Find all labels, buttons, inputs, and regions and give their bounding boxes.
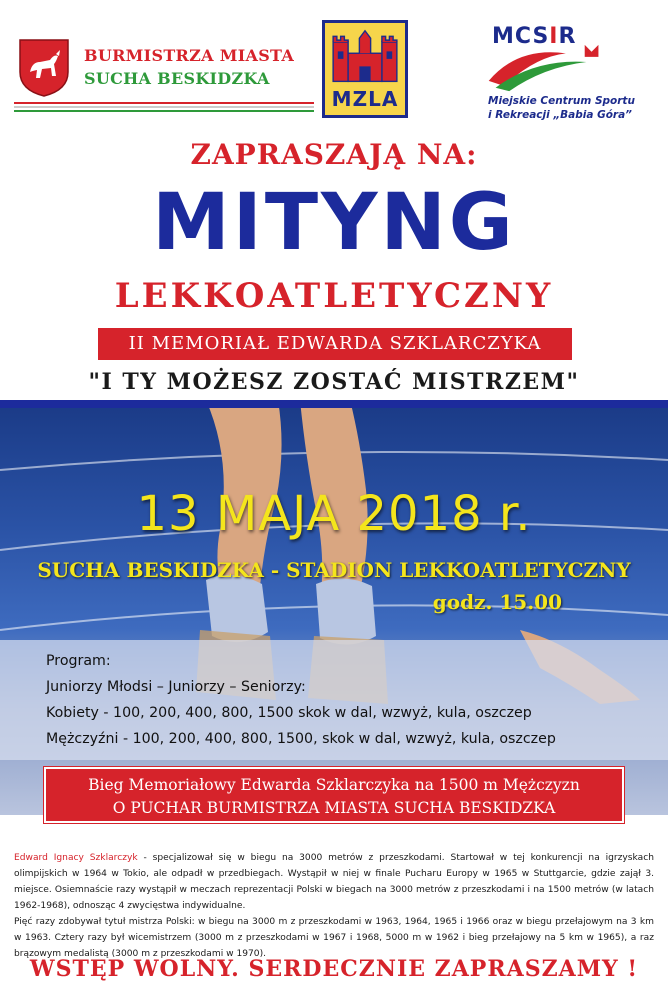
program-categories: Juniorzy Młodsi – Juniorzy – Seniorzy: xyxy=(46,679,306,695)
event-title: MITYNG xyxy=(152,178,516,268)
castle-icon xyxy=(327,27,403,87)
event-date: 13 MAJA 2018 r. xyxy=(136,486,532,542)
event-motto: "I TY MOŻESZ ZOSTAĆ MISTRZEM" xyxy=(88,369,580,395)
memorial-race-line2: O PUCHAR BURMISTRZA MIASTA SUCHA BESKIDZKA xyxy=(112,799,556,817)
footer-message: WSTĘP WOLNY. SERDECZNIE ZAPRASZAMY ! xyxy=(29,956,639,982)
memorial-race-line1: Bieg Memoriałowy Edwarda Szklarczyka na 1500 m Mężczyzn xyxy=(88,776,580,794)
biography-paragraph-1 xyxy=(14,850,654,914)
mayor-org-line2: SUCHA BESKIDZKA xyxy=(84,69,270,88)
mcsir-logo xyxy=(470,18,660,138)
program-men: Mężczyźni - 100, 200, 400, 800, 1500, skok w dal, wzwyż, kula, oszczep xyxy=(46,731,556,747)
mcsir-brand-i: I xyxy=(549,24,559,49)
mzla-logo xyxy=(322,20,408,118)
program-list xyxy=(46,648,556,752)
mayor-org-line1: BURMISTRZA MIASTA xyxy=(84,46,295,65)
biography xyxy=(14,850,654,962)
biography-text-1: - specjalizował się w biegu na 3000 metrów z przeszkodami. Startował w tej konkurencji na igrzyskach olimpijskich w 1964 w Tokio, ale odpadł w przedbiegach. Wystąpił w niej w finale Pucharu Europy w 1965 w Stuttgarcie, gdzie zajął 3. miejsce. Osiemnaście razy wystąpił w meczach reprezentacji Polski w biegach na 3000 metrów z przeszkodami i na 1500 metrów (w latach 1962-1968), odnosząc 4 zwycięstwa indywidualne. xyxy=(14,853,654,911)
swoosh-icon xyxy=(470,38,660,98)
decorative-lines xyxy=(14,100,314,114)
biography-name: Edward Ignacy Szklarczyk xyxy=(14,853,138,863)
header xyxy=(0,0,668,140)
mcsir-subtitle xyxy=(488,94,635,122)
mcsir-brand-end: R xyxy=(558,24,577,49)
event-venue: SUCHA BESKIDZKA - STADION LEKKOATLETYCZNY xyxy=(37,558,631,582)
town-crest-icon xyxy=(18,38,70,98)
mzla-label: MZLA xyxy=(331,87,399,111)
invite-heading: ZAPRASZAJĄ NA: xyxy=(190,138,478,171)
program-heading: Program: xyxy=(46,653,111,669)
mcsir-subtitle-line1: Miejskie Centrum Sportu xyxy=(488,95,635,107)
mcsir-subtitle-line2: i Rekreacji „Babia Góra” xyxy=(488,109,632,121)
memorial-banner: II MEMORIAŁ EDWARDA SZKLARCZYKA xyxy=(98,328,572,360)
memorial-race-box xyxy=(44,767,624,823)
event-time: godz. 15.00 xyxy=(432,590,562,614)
mcsir-brand-main: MCS xyxy=(492,24,550,49)
mayor-org-name xyxy=(84,46,294,88)
program-women: Kobiety - 100, 200, 400, 800, 1500 skok w dal, wzwyż, kula, oszczep xyxy=(46,705,532,721)
event-subtitle: LEKKOATLETYCZNY xyxy=(114,276,554,316)
biography-paragraph-2: Pięć razy zdobywał tytuł mistrza Polski: w biegu na 3000 m z przeszkodami w 1963, 1964, 1965 i 1966 oraz w biegu przełajowym na 3 km w 1963. Cztery razy był wicemistrzem (3000 m z przeszkodami w 1967 i 1968, 5000 m w 1962 i bieg przełajowy na 5 km w 1965), a raz brązowym medalistą (3000 m z przeszkodami w 1970). xyxy=(14,917,654,959)
blue-stripe xyxy=(0,400,668,408)
